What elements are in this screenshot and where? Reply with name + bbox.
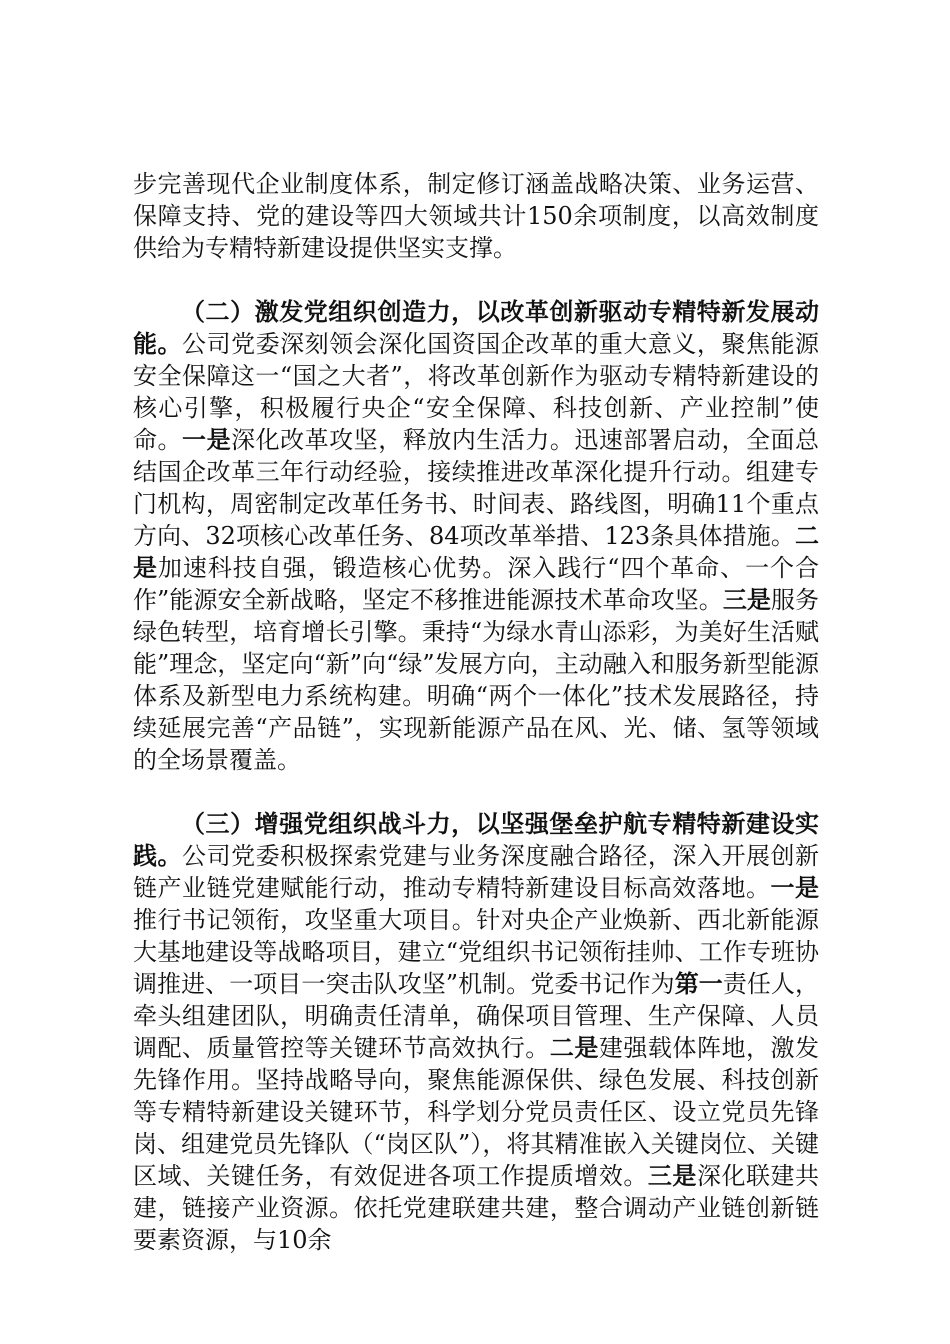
point-lead-2: 二是 bbox=[133, 522, 819, 582]
point-lead-1: 一是 bbox=[770, 874, 820, 902]
paragraph-text: 步完善现代企业制度体系，制定修订涵盖战略决策、业务运营、保障支持、党的建设等四大领域共计150余项制度，以高效制度供给为专精特新建设提供坚实支撑。 bbox=[133, 170, 819, 262]
paragraph-section-2 bbox=[133, 296, 819, 776]
section-heading: （二）激发党组织创造力，以改革创新驱动专精特新发展动能。 bbox=[133, 298, 819, 358]
point-lead-3: 三是 bbox=[722, 586, 771, 614]
point-lead-3: 三是 bbox=[647, 1162, 697, 1190]
point-lead-1: 一是 bbox=[182, 426, 232, 454]
paragraph-gap bbox=[133, 776, 819, 808]
point-body-1a: 推行书记领衔，攻坚重大项目。针对央企产业焕新、西北新能源大基地建设等战略项目，建立“党组织书记领衔挂帅、工作专班协调推进、一项目一突击队攻坚”机制。党委书记作为 bbox=[133, 906, 819, 998]
paragraph-continuation bbox=[133, 168, 819, 264]
point-body-1: 深化改革攻坚，释放内生活力。迅速部署启动，全面总结国企改革三年行动经验，接续推进改革深化提升行动。组建专门机构，周密制定改革任务书、时间表、路线图，明确11个重点方向、32项核心改革任务、84项改革举措、123条具体措施。 bbox=[133, 426, 820, 550]
section-intro: 公司党委深刻领会深化国资国企改革的重大意义，聚焦能源安全保障这一“国之大者”，将改革创新作为驱动专精特新建设的核心引擎，积极履行央企“安全保障、科技创新、产业控制”使命。 bbox=[133, 330, 820, 454]
section-heading: （三）增强党组织战斗力，以坚强堡垒护航专精特新建设实践。 bbox=[133, 810, 819, 870]
point-body-2: 加速科技自强，锻造核心优势。深入践行“四个革命、一个合作”能源安全新战略，坚定不移推进能源技术革命攻坚。 bbox=[133, 554, 819, 614]
paragraph-gap bbox=[133, 264, 819, 296]
point-body-2: 建强载体阵地，激发先锋作用。坚持战略导向，聚焦能源保供、绿色发展、科技创新等专精特新建设关键环节，科学划分党员责任区、设立党员先锋岗、组建党员先锋队（“岗区队”），将其精准嵌入关键岗位、关键区域、关键任务，有效促进各项工作提质增效。 bbox=[133, 1034, 820, 1190]
point-body-3: 深化联建共建，链接产业资源。依托党建联建共建，整合调动产业链创新链要素资源，与10余 bbox=[133, 1162, 820, 1254]
document-body bbox=[133, 168, 819, 1256]
point-body-1b: 责任人，牵头组建团队，明确责任清单，确保项目管理、生产保障、人员调配、质量管控等关键环节高效执行。 bbox=[133, 970, 819, 1062]
point-body-3: 服务绿色转型，培育增长引擎。秉持“为绿水青山添彩，为美好生活赋能”理念，坚定向“新”向“绿”发展方向，主动融入和服务新型能源体系及新型电力系统构建。明确“两个一体化”技术发展路径，持续延展完善“产品链”，实现新能源产品在风、光、储、氢等领域的全场景覆盖。 bbox=[133, 586, 819, 774]
point-lead-2: 二是 bbox=[549, 1034, 599, 1062]
emphasis-text: 第一 bbox=[674, 970, 723, 998]
section-intro: 公司党委积极探索党建与业务深度融合路径，深入开展创新链产业链党建赋能行动，推动专精特新建设目标高效落地。 bbox=[133, 842, 820, 902]
paragraph-section-3 bbox=[133, 808, 819, 1256]
